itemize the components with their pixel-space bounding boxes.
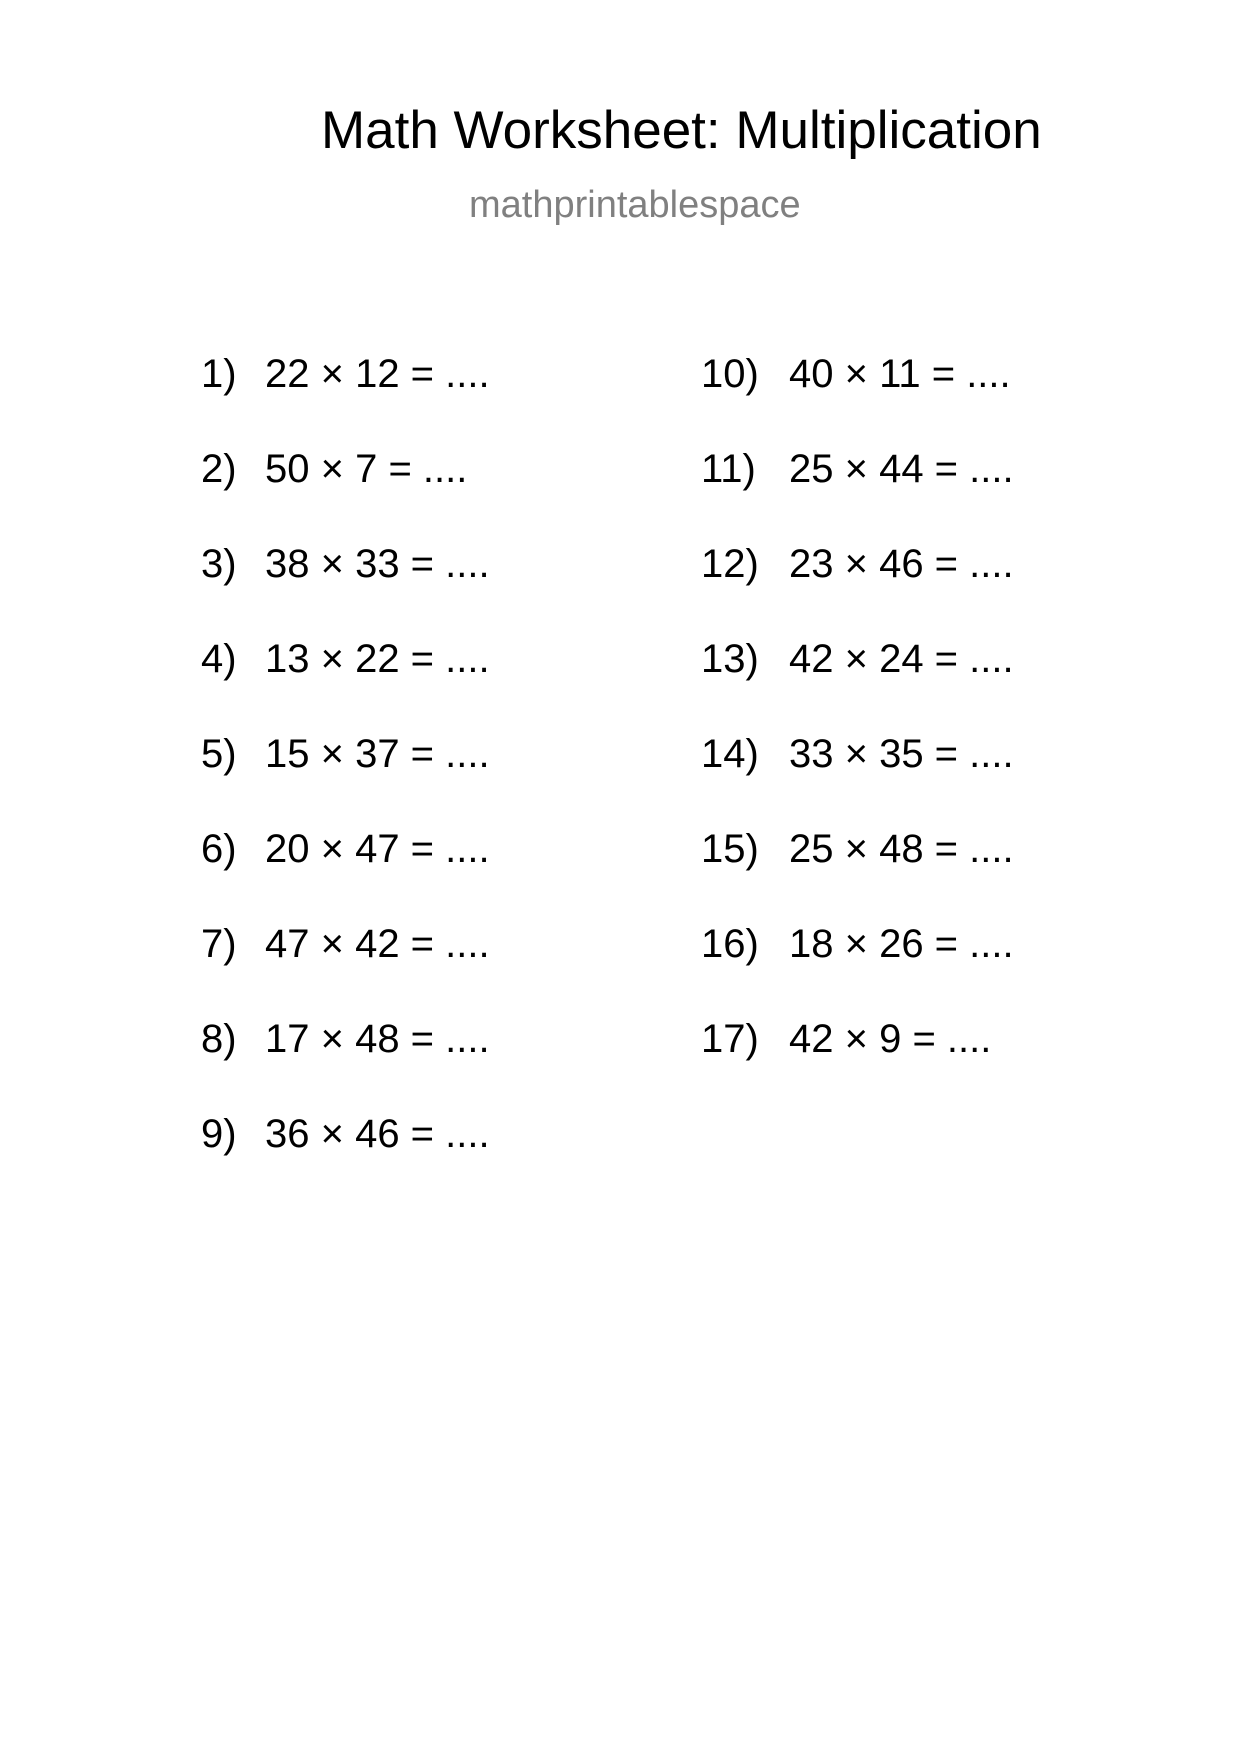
problem-number: 4)	[201, 637, 237, 681]
problem-expression: 13 × 22 = ....	[265, 637, 490, 681]
problem-number: 2)	[201, 447, 237, 491]
problem-number: 16)	[701, 922, 759, 966]
problem-number: 5)	[201, 732, 237, 776]
problem-number: 14)	[701, 732, 759, 776]
problem-expression: 18 × 26 = ....	[789, 922, 1014, 966]
problem-expression: 22 × 12 = ....	[265, 352, 490, 396]
problem-expression: 15 × 37 = ....	[265, 732, 490, 776]
problem-item	[701, 732, 1014, 827]
problem-expression: 25 × 44 = ....	[789, 447, 1014, 491]
problem-expression: 47 × 42 = ....	[265, 922, 490, 966]
problem-expression: 42 × 24 = ....	[789, 637, 1014, 681]
problem-number: 12)	[701, 542, 759, 586]
problem-expression: 17 × 48 = ....	[265, 1017, 490, 1061]
problem-item	[701, 637, 1014, 732]
problem-number: 8)	[201, 1017, 237, 1061]
worksheet-title: Math Worksheet: Multiplication	[321, 101, 1042, 160]
problem-expression: 20 × 47 = ....	[265, 827, 490, 871]
problem-item	[701, 542, 1014, 637]
problem-item	[201, 447, 468, 542]
problem-expression: 36 × 46 = ....	[265, 1112, 490, 1156]
problem-expression: 50 × 7 = ....	[265, 447, 468, 491]
problem-expression: 23 × 46 = ....	[789, 542, 1014, 586]
problem-number: 10)	[701, 352, 759, 396]
problem-expression: 25 × 48 = ....	[789, 827, 1014, 871]
problem-item	[201, 922, 490, 1017]
problem-expression: 33 × 35 = ....	[789, 732, 1014, 776]
problem-expression: 40 × 11 = ....	[789, 352, 1011, 396]
problems-column-left	[201, 352, 490, 1207]
problem-number: 6)	[201, 827, 237, 871]
problem-number: 11)	[701, 447, 756, 491]
problem-number: 7)	[201, 922, 237, 966]
problem-item	[701, 922, 1014, 1017]
problem-item	[701, 827, 1014, 922]
problem-item	[201, 352, 490, 447]
problem-item	[201, 637, 490, 732]
problem-expression: 42 × 9 = ....	[789, 1017, 992, 1061]
problem-expression: 38 × 33 = ....	[265, 542, 490, 586]
problem-item	[201, 1017, 490, 1112]
problem-item	[201, 542, 490, 637]
worksheet-subtitle: mathprintablespace	[469, 184, 801, 226]
problem-item	[201, 827, 490, 922]
problem-item	[701, 447, 1014, 542]
problem-number: 9)	[201, 1112, 237, 1156]
problem-item	[201, 732, 490, 827]
problem-number: 3)	[201, 542, 237, 586]
problem-number: 17)	[701, 1017, 759, 1061]
problem-number: 13)	[701, 637, 759, 681]
problems-column-right	[701, 352, 1014, 1112]
problem-item	[201, 1112, 490, 1207]
problem-item	[701, 1017, 992, 1112]
problem-number: 15)	[701, 827, 759, 871]
problem-number: 1)	[201, 352, 237, 396]
problem-item	[701, 352, 1011, 447]
